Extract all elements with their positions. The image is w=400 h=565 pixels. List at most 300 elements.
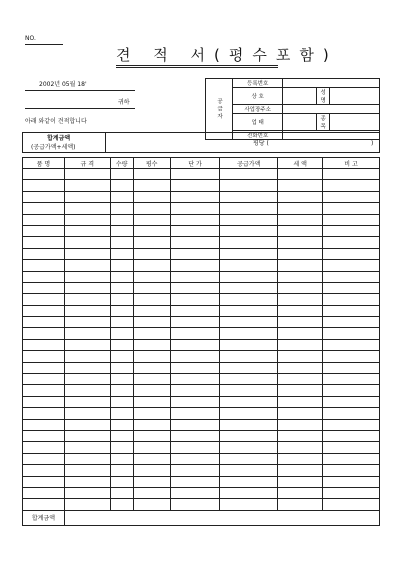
header-spec: 규 격 xyxy=(64,158,110,169)
table-cell xyxy=(323,385,380,396)
table-cell xyxy=(133,487,170,498)
table-cell xyxy=(133,453,170,464)
table-cell xyxy=(220,180,278,191)
table-cell xyxy=(64,260,110,271)
header-tax: 세 액 xyxy=(278,158,323,169)
total-row xyxy=(23,510,380,525)
table-row xyxy=(23,408,380,419)
recipient-suffix: 귀하 xyxy=(118,99,130,106)
table-cell xyxy=(170,169,220,180)
table-cell xyxy=(110,203,133,214)
table-cell xyxy=(133,225,170,236)
table-cell xyxy=(323,248,380,259)
table-cell xyxy=(278,487,323,498)
supplier-address-value xyxy=(283,105,380,114)
supplier-reg-no-label: 등록번호 xyxy=(233,79,283,88)
table-row xyxy=(23,465,380,476)
table-cell xyxy=(220,408,278,419)
table-cell xyxy=(110,453,133,464)
table-cell xyxy=(220,328,278,339)
table-cell xyxy=(278,362,323,373)
table-cell xyxy=(170,317,220,328)
table-cell xyxy=(23,453,65,464)
table-cell xyxy=(278,408,323,419)
table-cell xyxy=(133,305,170,316)
document-number-label: NO. xyxy=(25,35,36,42)
date-line xyxy=(25,90,135,91)
summary-divider xyxy=(105,133,106,152)
table-cell xyxy=(133,465,170,476)
table-cell xyxy=(23,282,65,293)
table-cell xyxy=(133,430,170,441)
supplier-name-value xyxy=(330,88,380,105)
table-cell xyxy=(110,260,133,271)
table-row xyxy=(23,191,380,202)
table-row xyxy=(23,328,380,339)
table-cell xyxy=(133,248,170,259)
table-cell xyxy=(220,499,278,510)
table-cell xyxy=(23,351,65,362)
table-cell xyxy=(110,317,133,328)
table-cell xyxy=(64,328,110,339)
header-pyeong: 평수 xyxy=(133,158,170,169)
table-cell xyxy=(133,339,170,350)
table-cell xyxy=(64,499,110,510)
table-cell xyxy=(170,351,220,362)
supplier-item-label: 종목 xyxy=(317,114,330,131)
table-cell xyxy=(323,328,380,339)
table-cell xyxy=(278,180,323,191)
table-cell xyxy=(323,476,380,487)
table-cell xyxy=(64,282,110,293)
table-cell xyxy=(64,396,110,407)
table-cell xyxy=(64,271,110,282)
header-remarks: 비 고 xyxy=(323,158,380,169)
table-cell xyxy=(323,396,380,407)
table-cell xyxy=(323,237,380,248)
table-row xyxy=(23,385,380,396)
table-cell xyxy=(323,362,380,373)
table-cell xyxy=(110,442,133,453)
table-cell xyxy=(278,305,323,316)
table-cell xyxy=(278,351,323,362)
table-row xyxy=(23,339,380,350)
table-cell xyxy=(133,260,170,271)
table-cell xyxy=(110,237,133,248)
table-cell xyxy=(23,396,65,407)
table-cell xyxy=(323,453,380,464)
table-cell xyxy=(110,169,133,180)
table-cell xyxy=(110,487,133,498)
table-cell xyxy=(64,453,110,464)
table-cell xyxy=(220,385,278,396)
table-cell xyxy=(278,248,323,259)
table-row xyxy=(23,317,380,328)
header-unit-price: 단 가 xyxy=(170,158,220,169)
table-cell xyxy=(23,499,65,510)
table-cell xyxy=(278,396,323,407)
table-cell xyxy=(278,476,323,487)
table-cell xyxy=(220,430,278,441)
table-cell xyxy=(110,248,133,259)
table-cell xyxy=(170,294,220,305)
table-cell xyxy=(133,362,170,373)
table-cell xyxy=(64,225,110,236)
header-supply-amount: 공급가액 xyxy=(220,158,278,169)
table-cell xyxy=(278,339,323,350)
table-cell xyxy=(323,499,380,510)
table-cell xyxy=(323,430,380,441)
table-cell xyxy=(110,419,133,430)
table-cell xyxy=(323,169,380,180)
table-cell xyxy=(64,191,110,202)
table-cell xyxy=(23,294,65,305)
table-cell xyxy=(170,385,220,396)
table-cell xyxy=(23,419,65,430)
table-row xyxy=(23,442,380,453)
supplier-business-type-label: 업 태 xyxy=(233,114,283,131)
table-cell xyxy=(110,225,133,236)
table-cell xyxy=(170,487,220,498)
items-body xyxy=(23,169,380,511)
table-cell xyxy=(278,294,323,305)
table-cell xyxy=(110,351,133,362)
table-cell xyxy=(323,282,380,293)
table-cell xyxy=(64,487,110,498)
table-row xyxy=(23,396,380,407)
table-cell xyxy=(170,476,220,487)
table-cell xyxy=(220,374,278,385)
table-cell xyxy=(110,180,133,191)
total-label: 합계금액 xyxy=(23,510,65,525)
supplier-name-label: 성명 xyxy=(317,88,330,105)
summary-bar xyxy=(22,132,380,153)
table-cell xyxy=(278,453,323,464)
table-cell xyxy=(278,442,323,453)
table-cell xyxy=(278,237,323,248)
table-cell xyxy=(133,203,170,214)
table-cell xyxy=(110,408,133,419)
table-cell xyxy=(220,487,278,498)
table-row xyxy=(23,305,380,316)
supplier-item-value xyxy=(330,114,380,131)
table-cell xyxy=(64,169,110,180)
table-cell xyxy=(133,282,170,293)
table-cell xyxy=(133,214,170,225)
table-cell xyxy=(23,214,65,225)
table-cell xyxy=(64,294,110,305)
table-cell xyxy=(23,487,65,498)
table-cell xyxy=(110,476,133,487)
table-cell xyxy=(110,465,133,476)
table-row xyxy=(23,487,380,498)
table-cell xyxy=(110,339,133,350)
table-cell xyxy=(133,351,170,362)
table-cell xyxy=(170,499,220,510)
table-cell xyxy=(220,271,278,282)
table-cell xyxy=(220,442,278,453)
table-cell xyxy=(220,317,278,328)
table-cell xyxy=(220,237,278,248)
title-underline-2 xyxy=(116,67,278,68)
table-cell xyxy=(220,396,278,407)
table-cell xyxy=(220,203,278,214)
table-cell xyxy=(64,214,110,225)
table-cell xyxy=(323,305,380,316)
table-cell xyxy=(133,499,170,510)
items-table xyxy=(22,157,380,526)
table-cell xyxy=(23,271,65,282)
table-cell xyxy=(64,317,110,328)
table-cell xyxy=(23,465,65,476)
table-cell xyxy=(110,396,133,407)
table-cell xyxy=(170,180,220,191)
table-cell xyxy=(64,374,110,385)
table-row xyxy=(23,237,380,248)
table-row xyxy=(23,214,380,225)
table-cell xyxy=(278,374,323,385)
table-cell xyxy=(170,248,220,259)
total-value xyxy=(64,510,379,525)
table-cell xyxy=(323,294,380,305)
table-cell xyxy=(64,442,110,453)
table-cell xyxy=(133,169,170,180)
table-cell xyxy=(170,430,220,441)
table-cell xyxy=(64,237,110,248)
supplier-address-label: 사업장주소 xyxy=(233,105,283,114)
table-cell xyxy=(220,260,278,271)
supplier-company-label: 상 호 xyxy=(233,88,283,105)
table-cell xyxy=(323,191,380,202)
table-cell xyxy=(323,180,380,191)
table-cell xyxy=(64,362,110,373)
table-cell xyxy=(23,362,65,373)
table-row xyxy=(23,453,380,464)
table-cell xyxy=(170,260,220,271)
table-cell xyxy=(278,328,323,339)
table-cell xyxy=(23,385,65,396)
table-cell xyxy=(23,225,65,236)
table-cell xyxy=(133,237,170,248)
table-cell xyxy=(23,374,65,385)
table-cell xyxy=(170,191,220,202)
intro-text: 아래 와같이 견적합니다 xyxy=(25,118,87,125)
table-cell xyxy=(278,282,323,293)
table-cell xyxy=(23,339,65,350)
supplier-company-value xyxy=(283,88,317,105)
table-row xyxy=(23,499,380,510)
table-cell xyxy=(323,419,380,430)
table-cell xyxy=(278,214,323,225)
table-cell xyxy=(23,430,65,441)
table-cell xyxy=(278,419,323,430)
table-row xyxy=(23,419,380,430)
table-cell xyxy=(220,453,278,464)
table-cell xyxy=(323,260,380,271)
table-cell xyxy=(133,385,170,396)
table-cell xyxy=(110,385,133,396)
table-cell xyxy=(110,191,133,202)
table-cell xyxy=(23,260,65,271)
table-row xyxy=(23,225,380,236)
table-cell xyxy=(278,225,323,236)
table-cell xyxy=(220,305,278,316)
table-cell xyxy=(220,476,278,487)
table-cell xyxy=(323,351,380,362)
table-cell xyxy=(278,191,323,202)
table-cell xyxy=(23,248,65,259)
table-cell xyxy=(23,442,65,453)
table-cell xyxy=(278,465,323,476)
table-cell xyxy=(170,408,220,419)
table-cell xyxy=(220,339,278,350)
table-cell xyxy=(220,191,278,202)
table-cell xyxy=(110,294,133,305)
table-cell xyxy=(23,180,65,191)
table-cell xyxy=(64,408,110,419)
table-cell xyxy=(110,271,133,282)
title-underline-1 xyxy=(116,65,278,66)
table-row xyxy=(23,169,380,180)
table-cell xyxy=(170,203,220,214)
table-cell xyxy=(133,408,170,419)
header-quantity: 수량 xyxy=(110,158,133,169)
table-row xyxy=(23,374,380,385)
table-cell xyxy=(170,328,220,339)
supplier-phone-label: 전화번호 xyxy=(233,131,283,140)
table-row xyxy=(23,260,380,271)
table-cell xyxy=(170,339,220,350)
table-cell xyxy=(133,442,170,453)
pyeong-label: 평당 ( xyxy=(253,140,269,147)
table-cell xyxy=(133,476,170,487)
table-cell xyxy=(170,282,220,293)
table-cell xyxy=(278,385,323,396)
table-cell xyxy=(220,248,278,259)
table-cell xyxy=(278,203,323,214)
table-cell xyxy=(133,419,170,430)
table-cell xyxy=(23,203,65,214)
table-cell xyxy=(170,225,220,236)
table-cell xyxy=(64,465,110,476)
table-cell xyxy=(170,419,220,430)
table-cell xyxy=(110,374,133,385)
table-cell xyxy=(64,430,110,441)
table-cell xyxy=(133,317,170,328)
items-header-row xyxy=(23,158,380,169)
table-cell xyxy=(170,465,220,476)
document-number-line xyxy=(25,44,63,45)
table-cell xyxy=(110,362,133,373)
table-cell xyxy=(323,271,380,282)
table-cell xyxy=(23,305,65,316)
table-cell xyxy=(64,476,110,487)
table-cell xyxy=(323,487,380,498)
table-cell xyxy=(323,339,380,350)
table-cell xyxy=(323,214,380,225)
table-cell xyxy=(23,191,65,202)
table-cell xyxy=(64,339,110,350)
table-cell xyxy=(64,385,110,396)
page-title: 견 적 서(평수포함) xyxy=(116,46,338,64)
table-cell xyxy=(220,465,278,476)
table-cell xyxy=(220,362,278,373)
table-cell xyxy=(170,442,220,453)
table-cell xyxy=(323,225,380,236)
supplier-table xyxy=(205,78,380,140)
table-cell xyxy=(323,465,380,476)
table-row xyxy=(23,203,380,214)
table-cell xyxy=(23,408,65,419)
table-cell xyxy=(220,282,278,293)
table-cell xyxy=(220,169,278,180)
table-cell xyxy=(278,430,323,441)
table-cell xyxy=(323,203,380,214)
table-cell xyxy=(23,169,65,180)
table-cell xyxy=(220,214,278,225)
table-cell xyxy=(110,328,133,339)
supplier-reg-no-value xyxy=(283,79,380,88)
table-cell xyxy=(170,237,220,248)
table-cell xyxy=(23,476,65,487)
table-row xyxy=(23,294,380,305)
table-cell xyxy=(110,282,133,293)
table-row xyxy=(23,351,380,362)
table-cell xyxy=(278,169,323,180)
table-cell xyxy=(170,305,220,316)
table-cell xyxy=(110,430,133,441)
table-cell xyxy=(220,351,278,362)
table-cell xyxy=(133,294,170,305)
table-row xyxy=(23,282,380,293)
supplier-side-label: 공급자 xyxy=(206,79,233,140)
table-cell xyxy=(64,351,110,362)
table-cell xyxy=(133,328,170,339)
summary-total-sublabel: (공급가액+세액) xyxy=(31,144,76,151)
table-row xyxy=(23,430,380,441)
pyeong-close: ) xyxy=(371,140,374,147)
table-cell xyxy=(220,294,278,305)
supplier-business-type-value xyxy=(283,114,317,131)
table-cell xyxy=(64,305,110,316)
table-cell xyxy=(220,419,278,430)
table-cell xyxy=(64,419,110,430)
table-cell xyxy=(278,271,323,282)
table-cell xyxy=(23,237,65,248)
table-cell xyxy=(170,453,220,464)
table-row xyxy=(23,180,380,191)
table-cell xyxy=(323,408,380,419)
table-cell xyxy=(323,317,380,328)
table-cell xyxy=(133,396,170,407)
table-cell xyxy=(133,191,170,202)
table-cell xyxy=(170,271,220,282)
table-cell xyxy=(278,260,323,271)
table-cell xyxy=(170,396,220,407)
table-cell xyxy=(64,203,110,214)
table-cell xyxy=(64,248,110,259)
table-cell xyxy=(110,305,133,316)
table-cell xyxy=(220,225,278,236)
table-cell xyxy=(170,214,220,225)
table-cell xyxy=(170,362,220,373)
table-cell xyxy=(64,180,110,191)
table-cell xyxy=(23,317,65,328)
table-cell xyxy=(133,180,170,191)
summary-total-label: 합계금액 xyxy=(47,135,71,142)
table-cell xyxy=(133,271,170,282)
quote-date: 2002년 05월 18' xyxy=(39,81,87,88)
